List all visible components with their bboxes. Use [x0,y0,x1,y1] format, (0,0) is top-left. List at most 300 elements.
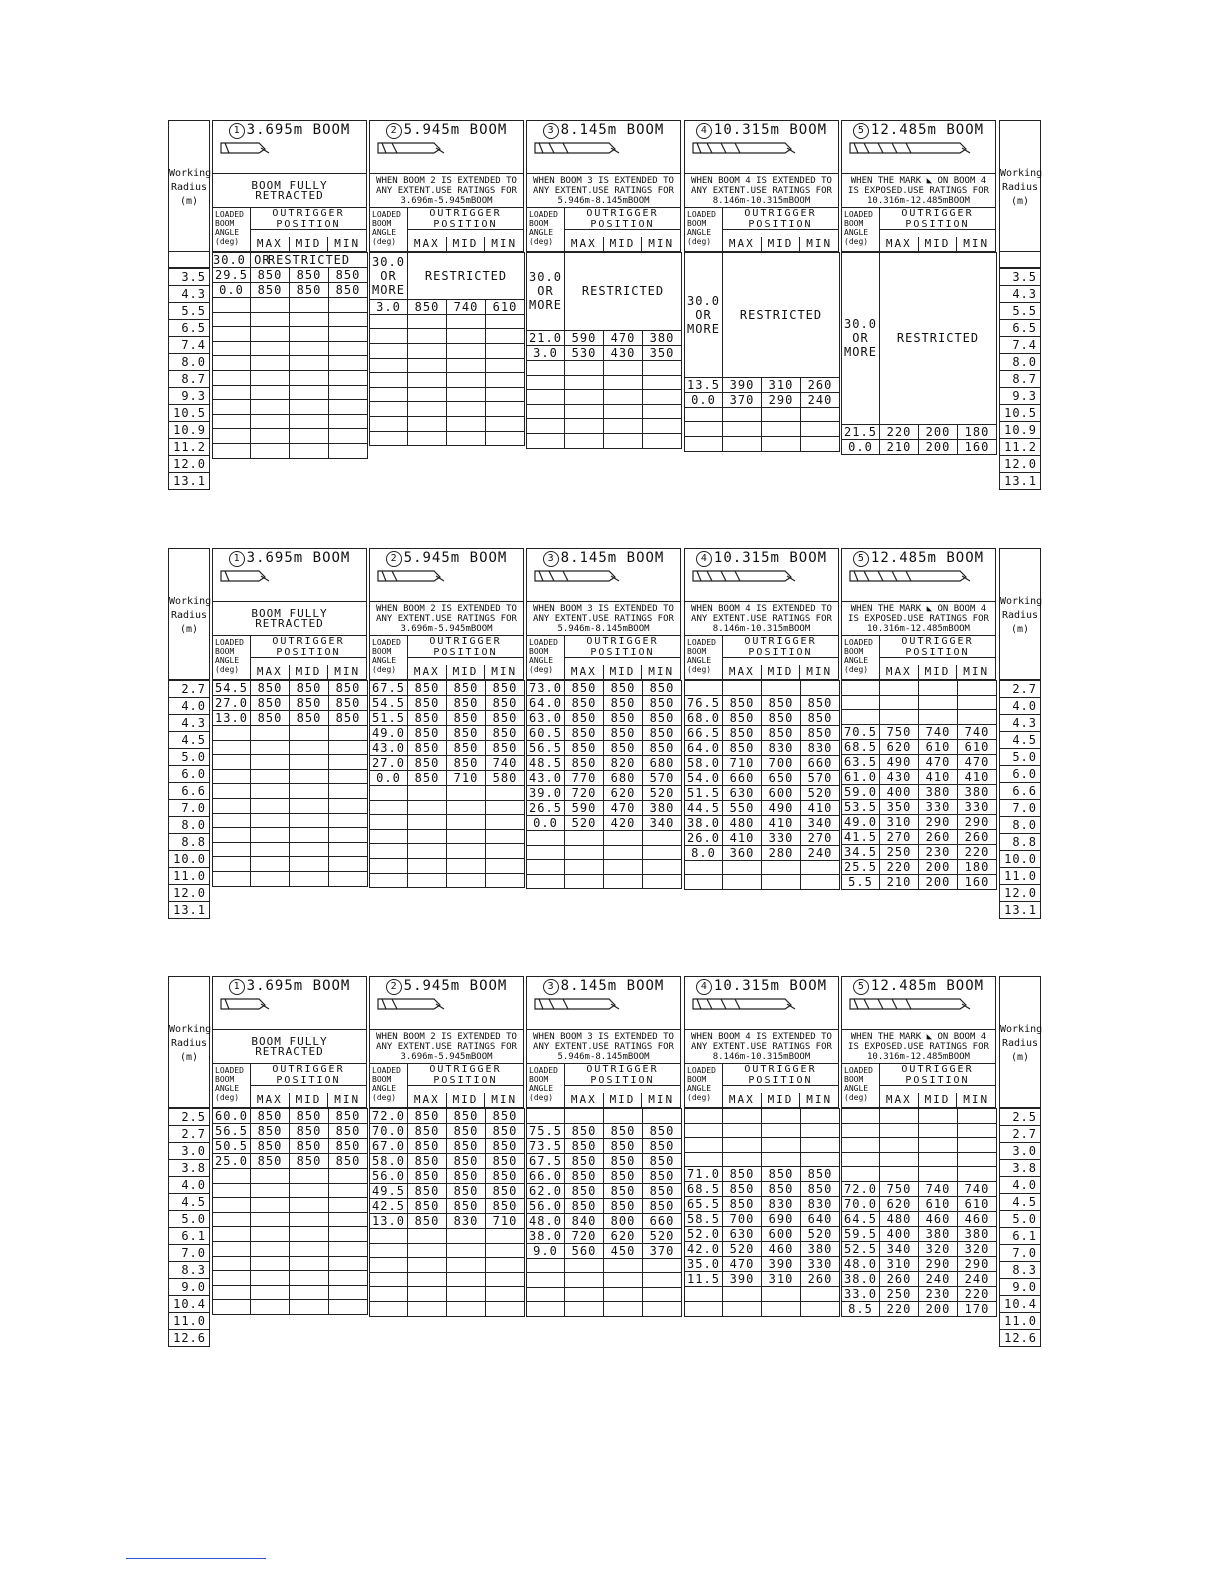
boom-title [685,121,838,139]
load-value-cell: 740 [919,1181,958,1196]
radius-cell: 3.8 [1000,1160,1041,1177]
boom-angle-cell: 50.5 [213,1139,251,1154]
loaded-boom-angle-label [685,1064,723,1107]
loaded-boom-angle-line: (deg) [844,1093,869,1102]
load-value-cell [565,874,604,889]
rating-table [212,1108,368,1315]
column-subheader [684,1064,839,1108]
load-value-cell: 850 [290,1109,329,1124]
load-value-cell: 470 [604,801,643,816]
load-value-cell: 200 [919,859,958,874]
load-value-cell: 850 [643,741,682,756]
radius-cell: 13.1 [1000,902,1041,919]
load-value-cell: 590 [565,330,604,345]
load-value-cell: 330 [919,799,958,814]
working-radius-label: (m) [179,624,199,635]
radius-values [999,680,1041,919]
load-value-cell [486,786,525,801]
boom-angle-cell [685,1287,723,1302]
load-value-cell: 530 [565,345,604,360]
outrigger-position-label [723,208,838,230]
radius-cell: 3.5 [169,268,210,285]
boom-diagram-icon [219,139,359,155]
loaded-boom-angle-line: BOOM [529,647,549,656]
load-value-cell: 460 [762,1242,801,1257]
rating-table [684,1108,840,1317]
load-value-cell [290,385,329,400]
boom-number-circle: 5 [853,979,869,995]
load-value-cell [565,1273,604,1288]
load-value-cell: 250 [880,844,919,859]
boom-angle-cell: 8.5 [842,1301,880,1316]
load-value-cell [251,828,290,843]
load-value-cell [643,390,682,405]
boom-angle-cell [213,871,251,886]
load-value-cell: 380 [919,1226,958,1241]
outrigger-position-line: OUTRIGGER [272,1064,345,1075]
load-value-cell [880,710,919,725]
load-value-cell [329,857,368,872]
load-value-cell: 740 [919,724,958,739]
load-value-cell [408,786,447,801]
outrigger-position-label [565,1064,680,1086]
load-value-cell: 400 [880,784,919,799]
load-value-cell [958,710,997,725]
loaded-boom-angle-label [842,1064,880,1107]
load-value-cell [251,871,290,886]
loaded-boom-angle-line: LOADED [844,210,873,219]
working-radius-label: Working [1000,596,1043,607]
load-value-cell [565,404,604,419]
restricted-angle-line: 30.0 OR [529,270,562,299]
loaded-boom-angle-line: (deg) [215,665,240,674]
load-value-cell: 610 [958,739,997,754]
boom-diagram-icon [533,139,673,155]
load-value-cell: 850 [447,696,486,711]
radius-cell: 6.1 [1000,1228,1041,1245]
boom-title [213,121,366,139]
load-value-cell: 850 [447,1184,486,1199]
radius-cell: 5.0 [1000,1211,1041,1228]
load-value-cell: 830 [801,1197,840,1212]
rating-table [684,252,840,452]
working-radius-label: (m) [179,196,199,207]
boom-column-1 [212,120,367,470]
working-radius-label: Working [169,596,212,607]
load-value-cell: 820 [604,756,643,771]
loaded-boom-angle-line: LOADED [687,638,716,647]
load-value-cell: 520 [801,785,840,800]
boom-angle-cell: 59.5 [842,1226,880,1241]
load-value-cell [329,726,368,741]
load-value-cell [604,390,643,405]
load-value-cell [290,857,329,872]
load-value-cell: 850 [408,299,447,314]
load-value-cell: 200 [919,424,958,439]
column-subheader [684,208,839,252]
outrigger-position-line: OUTRIGGER [744,208,817,219]
boom-angle-cell: 63.5 [842,754,880,769]
load-value-cell: 850 [565,1168,604,1183]
load-value-cell: 850 [408,1199,447,1214]
boom-condition-text: WHEN BOOM 2 IS EXTENDED TO ANY EXTENT.USE RATINGS FOR 3.696m-5.945mBOOM [370,601,523,635]
load-value-cell: 850 [408,1124,447,1139]
load-value-cell: 850 [486,1169,525,1184]
load-value-cell: 310 [880,814,919,829]
boom-angle-cell [370,1301,408,1316]
boom-length-label: 8.145m BOOM [560,550,665,566]
outrigger-max-header: MAX [256,665,283,678]
load-value-cell: 610 [958,1196,997,1211]
load-value-cell: 850 [329,681,368,696]
load-value-cell: 250 [880,1286,919,1301]
load-value-cell: 850 [604,681,643,696]
load-value-cell: 850 [251,696,290,711]
load-value-cell: 850 [801,710,840,725]
load-value-cell: 260 [919,829,958,844]
boom-angle-cell: 21.0 [527,330,565,345]
load-value-cell [643,860,682,875]
load-value-cell [408,343,447,358]
boom-angle-cell [370,800,408,815]
load-value-cell [723,1138,762,1153]
radius-cell: 4.0 [169,698,210,715]
load-value-cell: 850 [290,711,329,726]
load-value-cell [329,298,368,313]
load-value-cell [447,416,486,431]
load-value-cell [329,429,368,444]
load-value-cell: 720 [565,1228,604,1243]
load-value-cell: 580 [486,771,525,786]
loaded-boom-angle-line: ANGLE [687,228,712,237]
boom-title [527,549,680,567]
boom-angle-cell: 44.5 [685,800,723,815]
boom-angle-cell [370,329,408,344]
boom-angle-cell: 0.0 [370,771,408,786]
working-radius-label: Radius [1001,1038,1039,1049]
radius-cell: 7.0 [169,1245,210,1262]
boom-number-circle: 4 [696,551,712,567]
load-value-cell [723,1287,762,1302]
load-value-cell [290,726,329,741]
boom-angle-cell: 52.5 [842,1241,880,1256]
boom-angle-cell: 54.0 [685,770,723,785]
load-value-cell [762,1301,801,1316]
outrigger-position-label [565,208,680,230]
boom-angle-cell: 56.5 [527,741,565,756]
load-value-cell: 290 [919,814,958,829]
load-value-cell: 660 [801,755,840,770]
boom-condition-text: WHEN BOOM 3 IS EXTENDED TO ANY EXTENT.USE RATINGS FOR 5.946m-8.145mBOOM [527,1029,680,1063]
boom-angle-cell [527,433,565,448]
load-value-cell [643,360,682,375]
boom-angle-cell [213,429,251,444]
outrigger-position-line: POSITION [905,219,970,230]
boom-angle-cell: 3.0 [527,345,565,360]
boom-diagram-icon [376,995,516,1011]
outrigger-position-line: POSITION [433,647,498,658]
boom-title [685,549,838,567]
boom-angle-cell [213,1183,251,1198]
loaded-boom-angle-label [527,636,565,679]
loaded-boom-angle-line: (deg) [687,1093,712,1102]
load-value-cell: 850 [604,1153,643,1168]
load-value-cell: 850 [604,1138,643,1153]
radius-cell: 4.0 [1000,698,1041,715]
load-value-cell: 850 [447,1199,486,1214]
restricted-angle-cell [527,253,565,331]
radius-cell: 6.5 [1000,319,1041,336]
radius-cell: 8.0 [1000,817,1041,834]
boom-angle-cell [370,416,408,431]
load-value-cell [290,1241,329,1256]
load-value-cell [408,815,447,830]
load-value-cell: 220 [880,424,919,439]
load-value-cell: 770 [565,771,604,786]
loaded-boom-angle-label [685,208,723,251]
load-value-cell: 600 [762,785,801,800]
load-value-cell: 310 [762,377,801,392]
load-value-cell [565,1302,604,1317]
boom-angle-cell: 38.0 [685,815,723,830]
boom-angle-cell [842,1109,880,1124]
load-value-cell [880,695,919,710]
working-radius-label: Radius [1001,182,1039,193]
radius-cell: 4.3 [169,715,210,732]
load-value-cell [447,1229,486,1244]
load-value-cell [290,740,329,755]
load-value-cell [290,798,329,813]
boom-angle-cell [213,312,251,327]
boom-angle-cell: 27.0 [213,696,251,711]
outrigger-min-header: MIN [956,665,995,679]
loaded-boom-angle-line: BOOM [844,1075,864,1084]
load-value-cell: 520 [801,1227,840,1242]
load-value-cell: 850 [251,1154,290,1169]
loaded-boom-angle-line: LOADED [529,1066,558,1075]
loaded-boom-angle-label [213,636,251,679]
load-value-cell: 850 [290,283,329,298]
outrigger-mid-header: MID [603,1093,642,1107]
load-value-cell: 800 [604,1213,643,1228]
load-value-cell [604,831,643,846]
rating-table [369,252,525,446]
load-value-cell: 850 [486,741,525,756]
boom-condition-text: WHEN BOOM 4 IS EXTENDED TO ANY EXTENT.USE RATINGS FOR 8.146m-10.315mBOOM [685,173,838,207]
load-value-cell [604,1302,643,1317]
boom-title [370,977,523,995]
column-subheader [212,1064,367,1108]
boom-angle-cell: 48.5 [527,756,565,771]
radius-cell: 5.5 [1000,302,1041,319]
boom-angle-cell [370,1258,408,1273]
load-value-cell: 260 [880,1271,919,1286]
outrigger-position-line: OUTRIGGER [901,208,974,219]
load-value-cell [604,845,643,860]
load-value-cell [723,436,762,451]
column-subheader [369,1064,524,1108]
load-value-cell: 850 [408,681,447,696]
load-value-cell: 850 [723,1167,762,1182]
boom-angle-cell: 64.0 [527,696,565,711]
boom-angle-cell [527,404,565,419]
boom-angle-cell [213,857,251,872]
load-value-cell [290,1285,329,1300]
load-value-cell [251,414,290,429]
load-value-cell: 850 [290,1139,329,1154]
load-value-cell [329,1183,368,1198]
boom-diagram-icon [848,995,988,1011]
header-divider [1000,251,1040,265]
radius-cell: 3.0 [169,1143,210,1160]
radius-cell: 11.0 [169,868,210,885]
boom-angle-cell: 60.5 [527,726,565,741]
load-value-cell [801,875,840,890]
load-value-cell [447,1258,486,1273]
outrigger-mid-header: MID [289,665,328,679]
outrigger-position-line: POSITION [748,647,813,658]
boom-angle-cell: 73.5 [527,1138,565,1153]
load-value-cell [447,314,486,329]
load-value-cell: 850 [329,1139,368,1154]
radius-cell: 9.3 [1000,387,1041,404]
load-value-cell: 490 [880,754,919,769]
load-value-cell: 830 [447,1214,486,1229]
load-value-cell [329,828,368,843]
load-value-cell: 850 [329,1154,368,1169]
loaded-boom-angle-line: BOOM [215,647,235,656]
load-value-cell: 380 [958,784,997,799]
boom-angle-cell [213,784,251,799]
load-value-cell [329,1285,368,1300]
load-value-cell: 850 [329,1124,368,1139]
load-value-cell [801,1109,840,1124]
load-value-cell: 410 [919,769,958,784]
boom-column-3 [526,976,681,1326]
boom-column-5 [841,120,996,470]
load-value-cell [408,402,447,417]
boom-angle-cell [213,726,251,741]
load-value-cell: 610 [486,299,525,314]
loaded-boom-angle-label [842,636,880,679]
boom-header [684,976,839,1064]
boom-angle-cell [527,1109,565,1124]
boom-diagram-icon [219,567,359,583]
boom-angle-cell: 49.5 [370,1184,408,1199]
load-value-cell [408,873,447,888]
column-subheader [526,1064,681,1108]
outrigger-min-header: MIN [799,237,838,251]
boom-angle-cell [527,845,565,860]
boom-angle-cell: 13.0 [370,1214,408,1229]
load-value-cell: 850 [604,741,643,756]
boom-diagram-icon [691,995,831,1011]
boom-angle-cell [685,436,723,451]
rating-table [526,680,682,889]
boom-column-1 [212,976,367,1326]
load-value-cell [486,1243,525,1258]
boom-angle-cell: 21.5 [842,424,880,439]
loaded-boom-angle-line: BOOM [215,1075,235,1084]
radius-cell: 4.5 [169,732,210,749]
outrigger-position-label [251,208,366,230]
loaded-boom-angle-line: LOADED [215,1066,244,1075]
load-value-cell [329,813,368,828]
load-value-cell: 850 [604,711,643,726]
boom-angle-cell: 70.0 [370,1124,408,1139]
load-value-cell: 450 [604,1243,643,1258]
load-value-cell [408,1258,447,1273]
load-value-cell [643,845,682,860]
load-value-cell [290,1271,329,1286]
load-value-cell [762,422,801,437]
radius-cell: 8.7 [169,370,210,387]
load-value-cell: 850 [290,1154,329,1169]
load-value-cell [643,1109,682,1124]
boom-number-circle: 1 [229,979,245,995]
outrigger-position-label [408,208,523,230]
boom-column-5 [841,548,996,898]
outrigger-min-header: MIN [641,665,680,679]
boom-condition-text: WHEN THE MARK ◣ ON BOOM 4 IS EXPOSED.USE RATINGS FOR 10.316m-12.485mBOOM [842,601,995,635]
load-value-cell: 230 [919,1286,958,1301]
load-value-cell [723,1123,762,1138]
boom-angle-cell: 64.5 [842,1211,880,1226]
boom-condition-text: WHEN BOOM 3 IS EXTENDED TO ANY EXTENT.USE RATINGS FOR 5.946m-8.145mBOOM [527,601,680,635]
outrigger-position-label [408,1064,523,1086]
radius-cell: 4.3 [169,285,210,302]
load-value-cell: 740 [958,1181,997,1196]
load-value-cell: 850 [762,695,801,710]
boom-angle-cell: 58.0 [685,755,723,770]
load-value-cell [762,1123,801,1138]
load-value-cell: 660 [723,770,762,785]
loaded-boom-angle-line: (deg) [372,237,397,246]
working-radius-column-right [999,976,1041,1108]
load-value-cell [762,1152,801,1167]
load-value-cell [801,1287,840,1302]
load-value-cell [290,312,329,327]
load-value-cell: 850 [643,1138,682,1153]
load-value-cell [329,1227,368,1242]
radius-cell: 6.0 [1000,766,1041,783]
boom-angle-cell [213,356,251,371]
load-value-cell [408,858,447,873]
load-value-cell [643,419,682,434]
load-value-cell [329,871,368,886]
load-value-cell: 850 [604,1123,643,1138]
boom-angle-cell: 58.5 [685,1212,723,1227]
load-value-cell [643,1302,682,1317]
load-value-cell: 390 [723,1272,762,1287]
load-value-cell: 850 [447,681,486,696]
load-value-cell: 850 [762,725,801,740]
radius-cell: 6.5 [169,319,210,336]
radius-cell: 4.3 [1000,715,1041,732]
boom-angle-cell: 75.5 [527,1123,565,1138]
rating-table [212,252,368,459]
loaded-boom-angle-label [527,208,565,251]
loaded-boom-angle-line: (deg) [687,237,712,246]
radius-cell: 4.0 [169,1177,210,1194]
load-value-cell [447,829,486,844]
load-value-cell: 850 [801,695,840,710]
outrigger-extension-headers [408,237,523,251]
load-value-cell: 710 [447,771,486,786]
boom-column-2 [369,120,524,470]
loaded-boom-angle-line: (deg) [372,665,397,674]
radius-cell: 9.0 [169,1279,210,1296]
